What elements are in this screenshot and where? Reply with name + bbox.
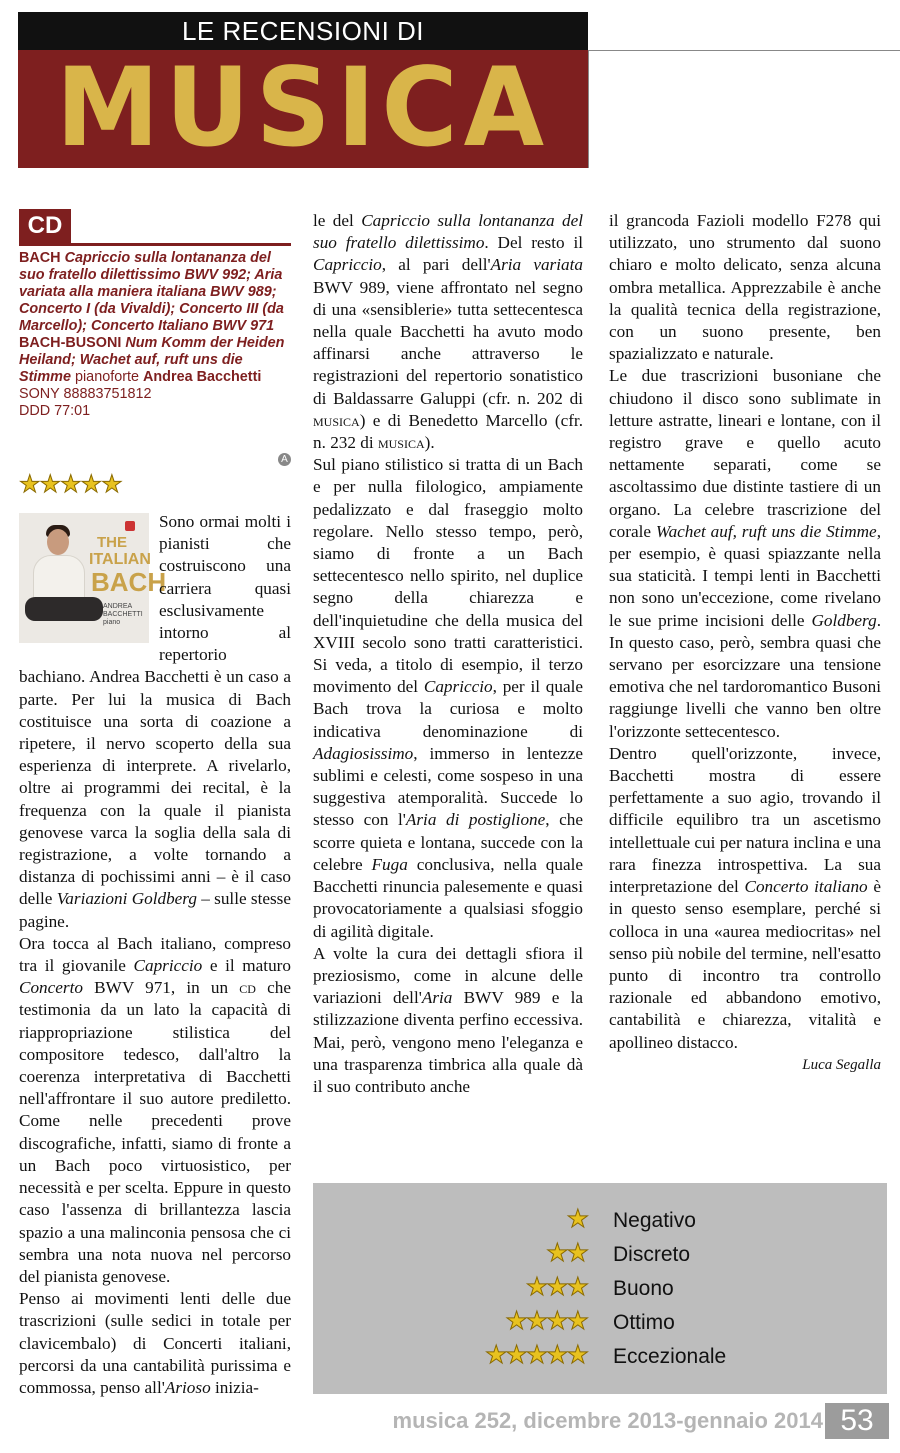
format-duration: DDD 77:01 (19, 403, 91, 419)
issue-footer: musica 252, dicembre 2013-gennaio 2014 (392, 1408, 823, 1433)
legend-label: Buono (613, 1277, 674, 1300)
star-icon: ★★★★★ (484, 1342, 587, 1369)
legend-row (313, 1341, 887, 1375)
paragraph: Sono ormai molti i pianisti che costruiscono una carriera quasi esclusivamente intorno al repertorio bachiano. Andrea Bacchetti è un caso a parte. Per lui la musica di Bach costituisce una sorta di coazione a ripetere, il nervo scoperto della sua esperienza di interprete. A rivelarlo, oltre ai programmi dei recital, è la frequenza con la quale il pianista genovese varca la soglia della sala di registrazione, a volte tornando a distanza di pochissimi anni – è il caso delle Variazioni Goldberg – sulle stesse pagine. (19, 512, 292, 931)
header-rule (588, 50, 900, 51)
cover-text-1: THE (97, 534, 127, 551)
legend-label: Discreto (613, 1243, 691, 1266)
star-icon: ★★★★ (505, 1308, 587, 1335)
composer-1: BACH (19, 250, 61, 266)
label-catalog: SONY 88883751812 (19, 386, 152, 402)
cover-text-3: BACH (91, 567, 167, 597)
header-kicker: LE RECENSIONI DI (181, 16, 425, 46)
paragraph: Penso ai movimenti lenti delle due trascrizioni (sulle sedici in totale per clavicembalo) di Concerti italiani, percorsi da una cantabilità purissima e commossa, penso all'Arioso inizia- (19, 1289, 291, 1397)
author-signature: Luca Segalla (802, 1056, 881, 1073)
legend-label: Ottimo (613, 1311, 675, 1334)
magazine-title: MUSICA (55, 42, 551, 172)
paragraph: le del Capriccio sulla lontananza del suo fratello dilettissimo. Del resto il Capriccio, al pari dell'Aria variata BWV 989, viene affrontato nel segno di una «sensiblerie» tutta settecentesca nella quale Bacchetti ha avuto modo affinarsi anche attraverso le registrazioni del repertorio sonatistico di Baldassarre Galuppi (cfr. n. 202 di musica) e di Benedetto Marcello (cfr. n. 232 di musica). (313, 211, 583, 453)
star-icon: ★★ (546, 1240, 587, 1267)
availability-badge: A (278, 453, 291, 466)
article-column-3 (609, 210, 881, 1076)
paragraph: il grancoda Fazioli modello F278 qui utilizzato, uno strumento dal suono chiaro e molto delicato, senza alcuna ombra metallica. Apprezzabile è anche la qualità tecnica della registrazione, con un suono presente, ben spazializzato e naturale. (609, 211, 881, 364)
article-column-1 (19, 511, 291, 1399)
article-column-2 (313, 210, 583, 1098)
legend-row (313, 1239, 887, 1273)
rating-stars: ★★★★★ (19, 472, 122, 498)
performer: Andrea Bacchetti (143, 369, 262, 385)
legend-label: Negativo (613, 1209, 696, 1232)
paragraph: A volte la cura dei dettagli sfiora il preziosismo, come in alcune delle variazioni dell'Aria BWV 989 e la stilizzazione diventa perfino eccessiva. Mai, però, vengono meno l'eleganza e una trasparenza timbrica alla quale dà il suo contributo anche (313, 943, 583, 1096)
composer-2: BACH-BUSONI (19, 335, 122, 351)
rating-legend (313, 1183, 887, 1394)
works-2: Num Komm der Heiden Heiland; Wachet auf, ruft uns die Stimme (19, 335, 285, 385)
legend-row (313, 1205, 887, 1239)
instrument: pianoforte (74, 369, 139, 385)
cover-wrap-space (19, 511, 159, 645)
legend-row (313, 1307, 887, 1341)
paragraph: Sul piano stilistico si tratta di un Bach e per nulla filologico, ampiamente pedalizzato e dal fraseggio molto regolare. Nello stesso tempo, però, siamo di fronte a un Bach settecentesco nello spirito, nel duplice segno della chiarezza e dell'inquietudine che della musica del XVIII secolo sono tratti caratteristici. Si veda, a titolo di esempio, il terzo movimento del Capriccio, per il quale Bach trova la curiosa e molto indicativa denominazione di Adagiosissimo, immerso in lentezze sublimi e celesti, come sospeso in una suggestiva atemporalità. Succede lo stesso con l'Aria di postiglione, che scorre quieta e lontana, succede con la celebre Fuga conclusiva, nella quale Bacchetti rinuncia palesemente e quasi provocatoriamente a qualsiasi sfoggio di agilità digitale. (313, 455, 584, 941)
works-1: Capriccio sulla lontananza del suo fratello dilettissimo BWV 992; Aria variata alla maniera italiana BWV 989; Concerto I (da Vivaldi); Concerto III (da Marcello); Concerto Italiano BWV 971 (19, 250, 284, 334)
page-number: 53 (825, 1403, 889, 1439)
header-title-bar (18, 42, 589, 172)
legend-row (313, 1273, 887, 1307)
star-icon: ★★★ (525, 1274, 587, 1301)
legend-label: Eccezionale (613, 1345, 727, 1368)
paragraph: Le due trascrizioni busoniane che chiudono il disco sono sublimate in letture astratte, lineari e lontane, con il registro grave e quello acuto nettamente separati, come se ascoltassimo due distinte tastiere di un organo. La celebre trascrizione del corale Wachet auf, ruft uns die Stimme, per esempio, è quasi spiazzante nella sua staticità. I tempi lenti in Bacchetti non sono un'eccezione, come rivelano le sue prime incisioni delle Goldberg. In questo caso, però, sembra quasi che servano per esorcizzare una tensione emotiva che nel tardoromantico Busoni raggiunge livelli che vanno ben oltre l'orizzonte settecentesco. (609, 366, 881, 741)
cover-text-2: ITALIAN (89, 551, 151, 568)
cover-text-4: ANDREA BACCHETTI piano (103, 603, 143, 626)
star-icon: ★ (566, 1206, 587, 1233)
format-tag: CD (19, 209, 71, 243)
album-info (19, 250, 294, 420)
format-rule (19, 243, 291, 246)
paragraph: Dentro quell'orizzonte, invece, Bacchetti mostra di essere perfettamente a suo agio, trovando il difficile equilibro tra un ascetismo intellettuale cui per natura inclina e una rara finezza introspettiva. La sua interpretazione del Concerto italiano è in questo senso esemplare, perché si colloca in una «aurea mediocritas» nel senso più nobile del termine, nell'esatto punto di incontro tra controllo razionale ed abbandono emotivo, cantabilità e chiarezza, vitalità e apollineo distacco. (609, 743, 882, 1052)
paragraph: Ora tocca al Bach italiano, compreso tra il giovanile Capriccio e il maturo Concerto BWV 971, in un cd che testimonia da un lato la capacità di riappropriazione stilistica del compositore tedesco, dall'altro la coerenza interpretativa di Bacchetti nell'affrontare il suo autore prediletto. Come nelle precedenti prove discografiche, infatti, siamo di fronte a un Bach poco virtuosistico, per necessità e per scelta. Eppure in questo caso l'assenza di brillantezza lascia spazio a una malinconia pensosa che ci sembra una nota nuova nel percorso del pianista genovese. (19, 933, 291, 1286)
